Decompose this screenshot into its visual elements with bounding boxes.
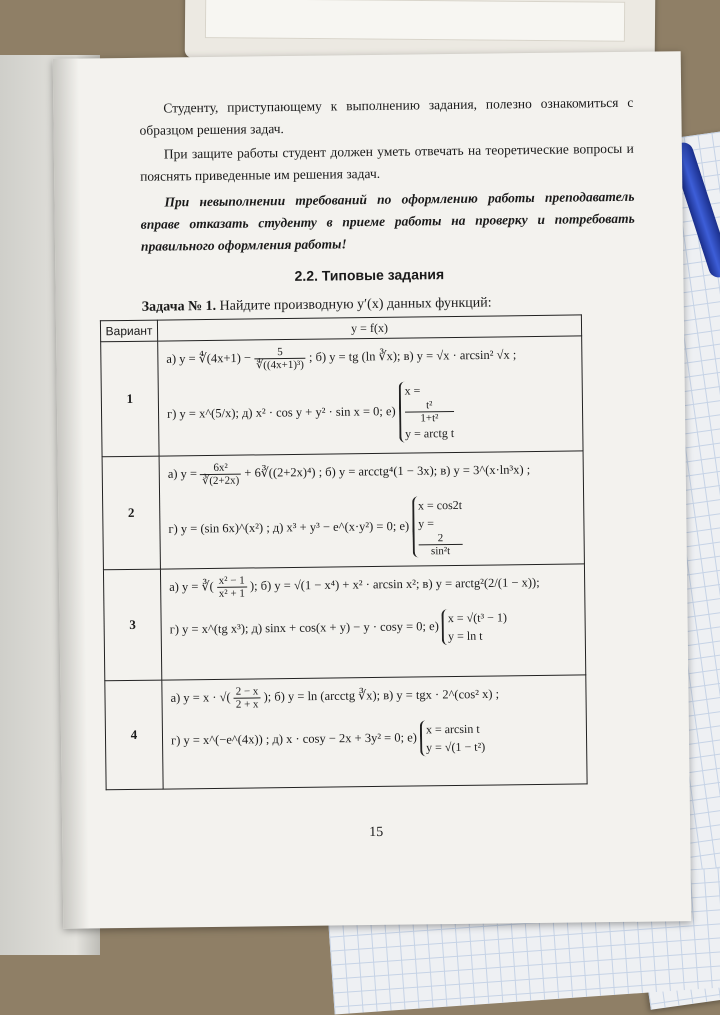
- table-row: [102, 451, 584, 570]
- task-text: Найдите производную y′(x) данных функций:: [219, 295, 492, 314]
- task-heading: [142, 296, 492, 316]
- equation-system: x = cos2t y = 2 sin²t: [412, 496, 463, 558]
- variant-number: 4: [105, 680, 163, 790]
- variant-functions: [162, 675, 587, 789]
- variant-functions: [160, 564, 585, 680]
- task-label: Задача № 1.: [141, 298, 217, 315]
- section-title: 2.2. Типовые задания: [294, 266, 445, 284]
- fraction: $\frac{\text{x² − 1}}{\text{x² + 1}}$: [218, 574, 245, 600]
- header-variant: Вариант: [100, 320, 157, 342]
- function-line: а) y = $\frac{\text{6x²}}{∛(2+2x)}$ + 6∛((2+2x)⁴) ; б) y = arcctg⁴(1 − 3x); в) y = 3^(x·ln³x) ;: [167, 461, 531, 488]
- table-row: [103, 564, 585, 681]
- table-row: [105, 675, 587, 790]
- function-line: а) y = ∜(4x+1) − $\frac{5}{\text{∜((4x+1)³)}}$ ; б) y = tg (ln ∛x); в) y = √x · arcsin² √x ;: [166, 346, 517, 372]
- document-page: [53, 51, 692, 929]
- variant-number: 1: [101, 341, 159, 457]
- variant-number: 3: [103, 569, 161, 681]
- equation-system: x = t² 1+t² y = arctg t: [398, 381, 454, 443]
- fraction: $\frac{5}{\text{∜((4x+1)³)}}$: [254, 346, 306, 372]
- equation-system: x = √(t³ − 1) y = ln t: [442, 608, 507, 645]
- function-line: г) y = x^(5/x); д) x² · cos y + y² · sin x = 0; е) x = t² 1+t² y = arctg t: [167, 380, 577, 446]
- header-function: y = f(x): [157, 315, 581, 341]
- intro-paragraph-3: При невыполнении требований по оформлению работы преподаватель вправе отказать студенту в приеме работы на проверку и потребовать правильного оформления работы!: [140, 188, 635, 254]
- variant-functions: [159, 451, 584, 569]
- intro-paragraph-2: При защите работы студент должен уметь отвечать на теоретические вопросы и пояснять приведенные им решения задач.: [140, 140, 634, 184]
- function-line: а) y = ∛( $\frac{\text{x² − 1}}{\text{x² + 1}}$ ); б) y = √(1 − x⁴) + x² · arcsin x²; в) y = arctg²(2/(1 − x));: [169, 574, 540, 600]
- variant-number: 2: [102, 456, 160, 570]
- variant-functions: [158, 336, 583, 456]
- function-line: г) y = x^(tg x³); д) sinx + cos(x + y) − y · cosy = 0; е) x = √(t³ − 1) y = ln t: [169, 607, 578, 648]
- table-row: [101, 336, 583, 457]
- intro-paragraph-1: Студенту, приступающему к выполнению задания, полезно ознакомиться с образцом решения задач.: [139, 94, 634, 138]
- function-line: а) y = x · √( $\frac{2 - x}{2 + x}$ ); б) y = ln (arcctg ∛x); в) y = tgx · 2^(cos² x) ;: [170, 685, 500, 711]
- equation-system: x = arcsin t y = √(1 − t²): [420, 720, 485, 757]
- fraction: $\frac{2 - x}{2 + x}$: [235, 685, 259, 711]
- task-table: [100, 314, 588, 790]
- function-line: г) y = (sin 6x)^(x²) ; д) x³ + y³ − e^(x·y²) = 0; е) x = cos2t y = 2 sin²t: [168, 497, 463, 558]
- fraction: $\frac{\text{6x²}}{∛(2+2x)}$: [200, 462, 241, 487]
- page-number: 15: [369, 824, 384, 841]
- function-line: г) y = x^(−e^(4x)) ; д) x · cosy − 2x + 3y² = 0; е) x = arcsin t y = √(1 − t²): [171, 718, 580, 759]
